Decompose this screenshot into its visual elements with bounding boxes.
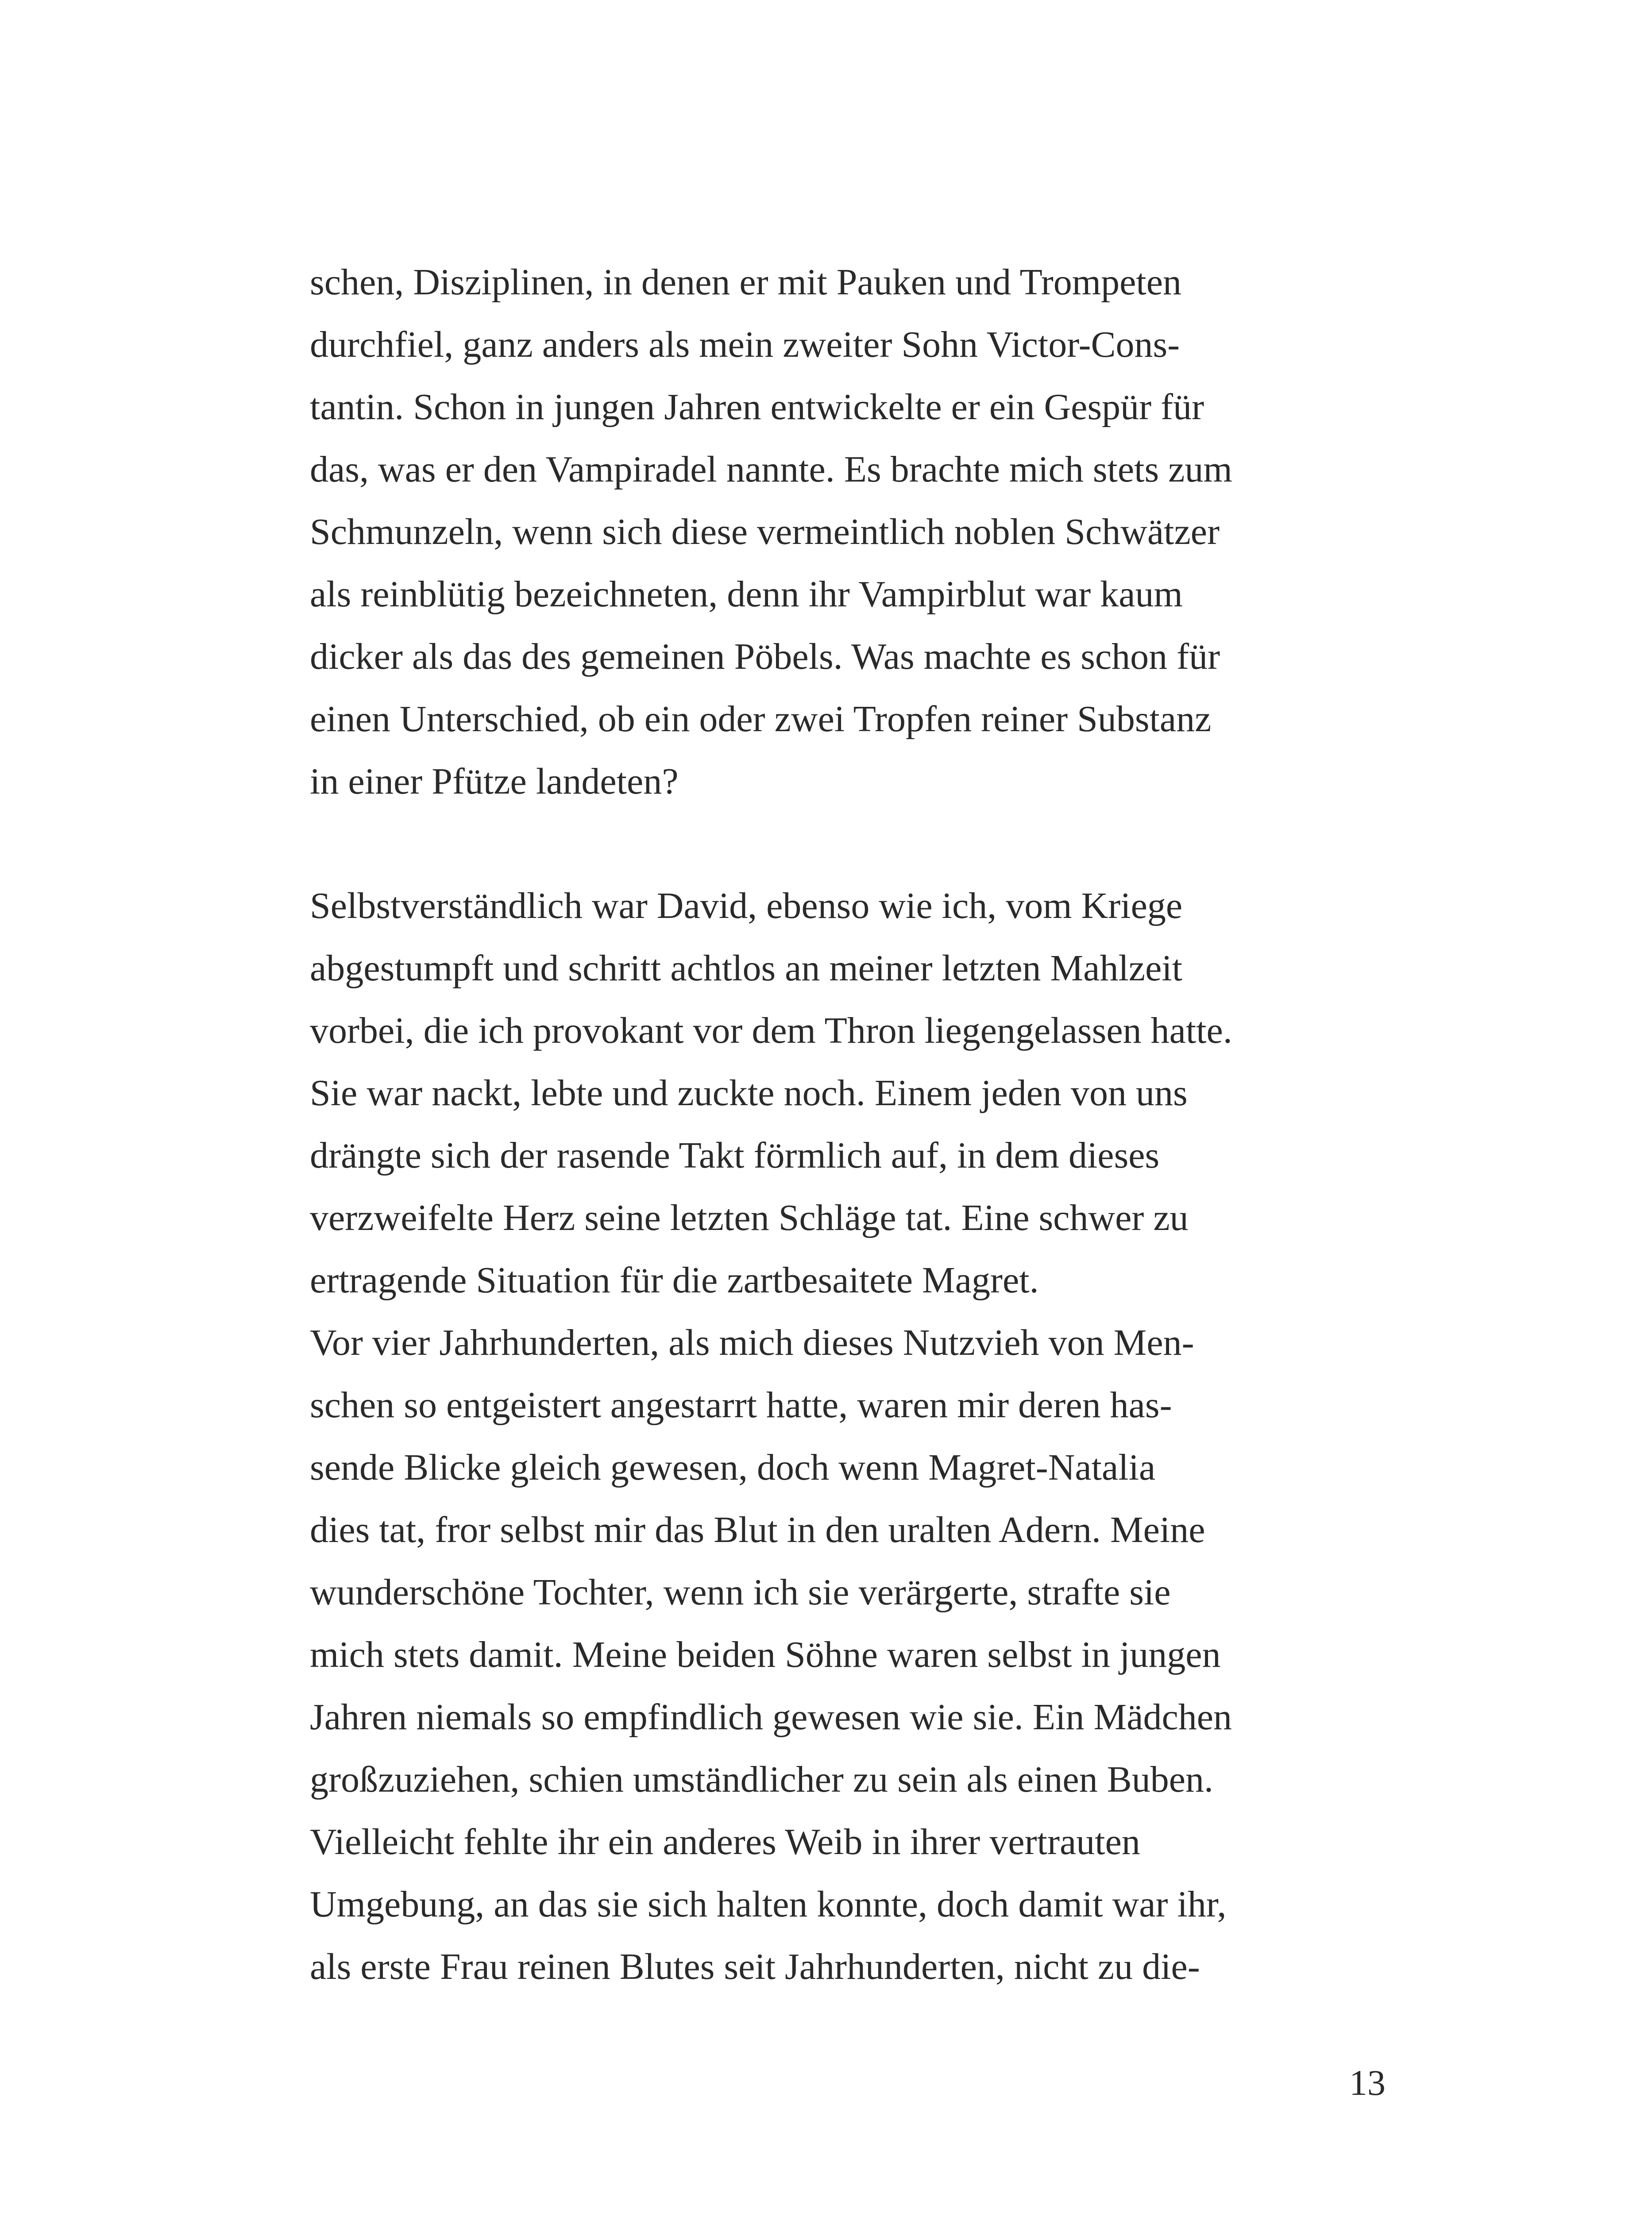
text-line: das, was er den Vampiradel nannte. Es brachte mich stets zum <box>310 449 1232 490</box>
text-line: einen Unterschied, ob ein oder zwei Tropfen reiner Substanz <box>310 698 1212 740</box>
text-line: dicker als das des gemeinen Pöbels. Was machte es schon für <box>310 636 1220 677</box>
text-line: vorbei, die ich provokant vor dem Thron liegengelassen hatte. <box>310 1010 1232 1051</box>
text-line: Sie war nackt, lebte und zuckte noch. Einem jeden von uns <box>310 1072 1188 1114</box>
text-line: schen so entgeistert angestarrt hatte, waren mir deren has- <box>310 1384 1172 1426</box>
text-line: Vor vier Jahrhunderten, als mich dieses Nutzvieh von Men- <box>310 1322 1194 1363</box>
text-line: sende Blicke gleich gewesen, doch wenn Magret-Natalia <box>310 1447 1156 1488</box>
text-line: wunderschöne Tochter, wenn ich sie verärgerte, strafte sie <box>310 1572 1171 1613</box>
text-line: dies tat, fror selbst mir das Blut in den uralten Adern. Meine <box>310 1509 1205 1550</box>
text-line: tantin. Schon in jungen Jahren entwickelte er ein Gespür für <box>310 386 1204 428</box>
paragraph-1 <box>310 251 1381 813</box>
text-line: Jahren niemals so empfindlich gewesen wie sie. Ein Mädchen <box>310 1696 1232 1738</box>
text-line: mich stets damit. Meine beiden Söhne waren selbst in jungen <box>310 1634 1221 1675</box>
text-line: verzweifelte Herz seine letzten Schläge tat. Eine schwer zu <box>310 1197 1189 1238</box>
text-line: als erste Frau reinen Blutes seit Jahrhunderten, nicht zu die- <box>310 1946 1200 1987</box>
text-line: als reinblütig bezeichneten, denn ihr Vampirblut war kaum <box>310 574 1183 615</box>
paragraph-2 <box>310 875 1381 1998</box>
text-line: großzuziehen, schien umständlicher zu sein als einen Buben. <box>310 1759 1214 1800</box>
text-line: Selbstverständlich war David, ebenso wie ich, vom Kriege <box>310 885 1183 926</box>
page-number: 13 <box>1349 2063 1386 2103</box>
text-line: in einer Pfütze landeten? <box>310 761 679 802</box>
text-line: ertragende Situation für die zartbesaitete Magret. <box>310 1260 1039 1301</box>
text-line: drängte sich der rasende Takt förmlich auf, in dem dieses <box>310 1135 1160 1176</box>
text-line: Schmunzeln, wenn sich diese vermeintlich noblen Schwätzer <box>310 511 1220 552</box>
text-line: abgestumpft und schritt achtlos an meiner letzten Mahlzeit <box>310 948 1183 989</box>
text-line: schen, Disziplinen, in denen er mit Pauken und Trompeten <box>310 262 1182 303</box>
text-line: Umgebung, an das sie sich halten konnte, doch damit war ihr, <box>310 1884 1227 1925</box>
text-line: Vielleicht fehlte ihr ein anderes Weib in ihrer vertrauten <box>310 1821 1140 1862</box>
text-line: durchfiel, ganz anders als mein zweiter Sohn Victor-Cons- <box>310 324 1180 365</box>
